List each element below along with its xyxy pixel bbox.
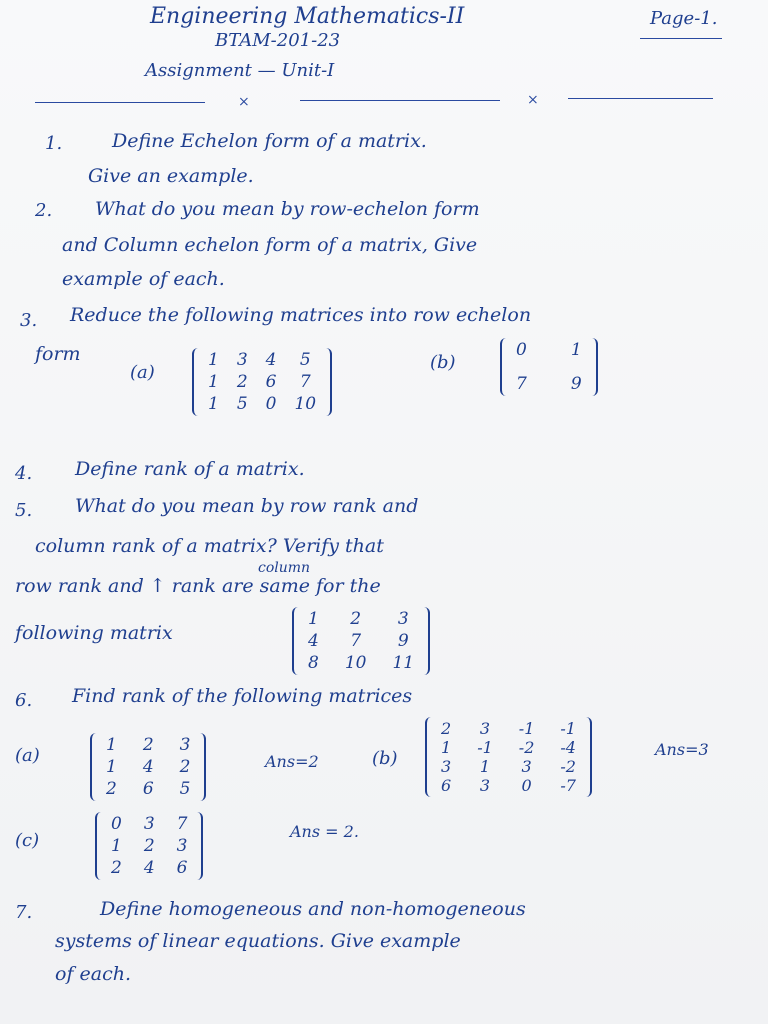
question-text: What do you mean by row-echelon form: [95, 198, 480, 220]
matrix-entry: 1: [106, 757, 117, 777]
matrix-entry: 8: [308, 653, 319, 673]
matrix-entry: 3: [479, 719, 491, 738]
matrix-q3b: [500, 338, 598, 396]
matrix-entry: 3: [521, 757, 532, 776]
matrix-entry: 1: [208, 372, 219, 392]
matrix-entry: 1: [111, 836, 122, 856]
matrix-entry: 3: [236, 350, 248, 370]
matrix-entry: 4: [142, 757, 154, 777]
matrix-entry: 1: [479, 757, 491, 776]
matrix-entry: 2: [142, 735, 154, 755]
question-text: form: [35, 343, 81, 365]
part-label: (c): [15, 830, 40, 851]
question-number: 2.: [35, 200, 53, 221]
matrix-entry: 9: [570, 374, 582, 394]
question-text: Define Echelon form of a matrix.: [112, 130, 427, 152]
matrix-entry: 2: [143, 836, 155, 856]
matrix-entry: 1: [441, 738, 452, 757]
question-text: following matrix: [15, 622, 173, 644]
matrix-entry: 1: [208, 394, 219, 414]
matrix-q6c: [95, 812, 203, 880]
matrix-q6b: [425, 717, 592, 797]
matrix-entry: -7: [560, 776, 576, 795]
matrix-entry: 10: [294, 394, 317, 414]
matrix-entry: 11: [392, 653, 415, 673]
question-text: What do you mean by row rank and: [75, 495, 419, 517]
question-number: 6.: [15, 690, 33, 711]
matrix-entry: 4: [308, 631, 319, 651]
matrix-q5: [292, 607, 430, 675]
question-text: Define homogeneous and non-homogeneous: [100, 898, 526, 920]
question-text: Give an example.: [88, 165, 254, 187]
matrix-entry: 0: [516, 340, 527, 360]
question-text: Define rank of a matrix.: [75, 458, 305, 480]
matrix-entry: -1: [477, 738, 493, 757]
question-text: and Column echelon form of a matrix, Give: [62, 234, 478, 256]
part-label: (a): [15, 745, 40, 766]
question-number: 4.: [15, 463, 33, 484]
matrix-entry: 3: [397, 609, 409, 629]
matrix-q6a: [90, 733, 206, 801]
matrix-entry: 7: [176, 814, 188, 834]
assignment-title: Assignment — Unit-I: [145, 60, 335, 81]
matrix-entry: 10: [344, 653, 367, 673]
matrix-entry: -2: [518, 738, 535, 757]
matrix-entry: 0: [111, 814, 122, 834]
matrix-entry: 4: [143, 858, 155, 878]
question-text: Find rank of the following matrices: [72, 685, 413, 707]
matrix-entry: -4: [560, 738, 576, 757]
matrix-entry: 0: [265, 394, 277, 414]
matrix-entry: 2: [179, 757, 191, 777]
answer: Ans=2: [265, 752, 319, 771]
matrix-entry: -2: [560, 757, 576, 776]
page-number: Page-1.: [650, 8, 718, 29]
inserted-word: column: [258, 560, 311, 576]
answer: Ans=3: [655, 740, 709, 759]
matrix-entry: 2: [106, 779, 117, 799]
matrix-entry: 5: [299, 350, 311, 370]
question-text: row rank and ↑ rank are same for the: [15, 575, 381, 597]
matrix-entry: 6: [265, 372, 277, 392]
matrix-q3a: [192, 348, 332, 416]
matrix-entry: 3: [143, 814, 155, 834]
question-text: systems of linear equations. Give example: [55, 930, 461, 952]
matrix-entry: 2: [111, 858, 122, 878]
matrix-entry: 2: [236, 372, 248, 392]
matrix-entry: 1: [208, 350, 219, 370]
answer: Ans = 2.: [290, 822, 359, 841]
batch-code: BTAM-201-23: [215, 30, 341, 51]
matrix-entry: 6: [142, 779, 154, 799]
matrix-entry: 5: [179, 779, 191, 799]
matrix-entry: 3: [179, 735, 191, 755]
matrix-entry: 5: [236, 394, 248, 414]
page-underline: [640, 38, 722, 39]
question-text: example of each.: [62, 268, 225, 290]
question-number: 5.: [15, 500, 33, 521]
divider: [568, 98, 713, 99]
matrix-entry: 3: [479, 776, 491, 795]
divider: [35, 102, 205, 103]
question-number: 3.: [20, 310, 38, 331]
part-label: (b): [430, 352, 456, 373]
divider: [300, 100, 500, 101]
question-number: 1.: [45, 133, 63, 154]
question-number: 7.: [15, 902, 33, 923]
matrix-entry: 9: [397, 631, 409, 651]
matrix-entry: -1: [560, 719, 576, 738]
divider-cross: ×: [238, 94, 250, 110]
matrix-entry: 2: [441, 719, 452, 738]
matrix-entry: 1: [570, 340, 582, 360]
matrix-entry: 0: [521, 776, 532, 795]
matrix-entry: 1: [308, 609, 319, 629]
part-label: (b): [372, 748, 398, 769]
matrix-entry: 3: [441, 757, 452, 776]
question-text: column rank of a matrix? Verify that: [35, 535, 384, 557]
course-title: Engineering Mathematics-II: [150, 4, 465, 29]
divider-cross: ×: [527, 92, 539, 108]
matrix-entry: 2: [350, 609, 362, 629]
matrix-entry: 7: [350, 631, 362, 651]
part-label: (a): [130, 362, 155, 383]
matrix-entry: 6: [176, 858, 188, 878]
matrix-entry: 7: [516, 374, 527, 394]
matrix-entry: -1: [518, 719, 535, 738]
question-text: Reduce the following matrices into row echelon: [70, 304, 532, 326]
matrix-entry: 7: [299, 372, 311, 392]
matrix-entry: 1: [106, 735, 117, 755]
question-text: of each.: [55, 963, 131, 985]
matrix-entry: 6: [441, 776, 452, 795]
matrix-entry: 4: [265, 350, 277, 370]
matrix-entry: 3: [176, 836, 188, 856]
